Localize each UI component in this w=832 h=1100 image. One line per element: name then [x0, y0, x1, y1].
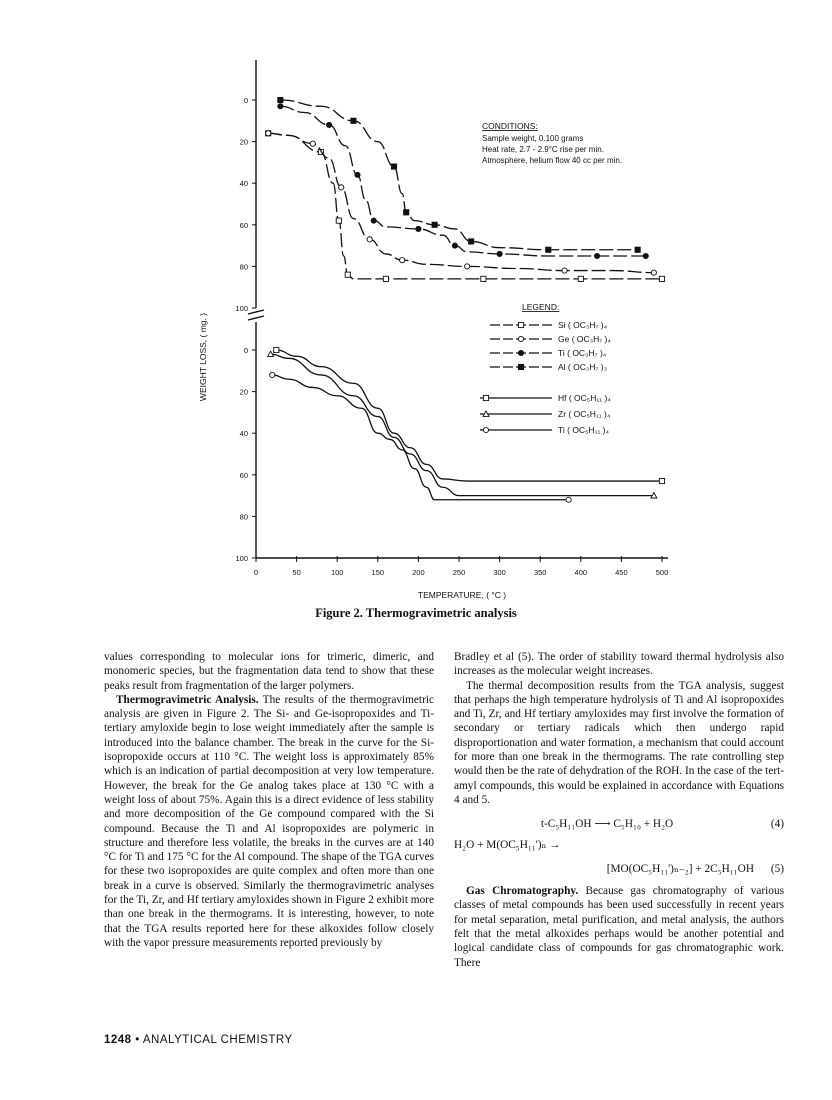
- data-point-upper-3: [469, 239, 474, 244]
- data-point-upper-1: [266, 131, 271, 136]
- page-footer: [104, 1034, 293, 1046]
- x-tick-label: 500: [655, 568, 669, 577]
- data-point-upper-0: [336, 218, 341, 223]
- section-heading: Gas Chromatography.: [466, 885, 579, 898]
- x-tick-label: 150: [371, 568, 385, 577]
- y-tick-label: 0: [243, 96, 248, 105]
- y-tick-label: 20: [239, 137, 248, 147]
- legend-label: Ge ( OC₃H₇ )₄: [558, 334, 611, 344]
- paragraph: The thermal decomposition results from the TGA analysis, suggest that perhaps the high temperature hydrolysis of Ti and Al isopropoxides and Ti, Zr, and Hf tertiary amyloxides may first involve the formation of secondary or tertiary radicals which then undergo rapid disproportionation and water formation, a mechanism that could account for more than one break in the thermograms. The rate controlling step would then be the rate of dehydration of the ROH. In the case of the tert-amyl compounds, this would be explained in accordance with Equations 4 and 5.: [454, 679, 784, 806]
- paragraph-body: The results of the thermogravimetric analysis are given in Figure 2. The Si- and Ge-isopropoxides and Ti-tertiary amyloxide begin to lose weight immediately after the sample is introduced into the balance chamber. The break in the curve for the Si-isopropoxide occurs at 110 °C. The weight loss is approximately 85% which is an indication of partial decomposition at very low temperature. However, the break for the Ge analog takes place at 130 °C with a weight loss of about 75%. Again this is a direct evidence of less stability and more decomposition of the Ge compound compared with the Si compound. Because the Ti and Al isopropoxides are polymeric in structure and therefore less volatile, the breaks in the curves are at 140 °C for Ti and 175 °C for the Al compound. The shape of the TGA curves for these two isopropoxides are quite complex and often more than one break in a curve is observed. Similarly the thermogravimetric analyses for the Ti, Zr, and Hf tertiary amyloxides shown in Figure 2 exhibit more than one break in the thermograms. It is interesting, however, to note that the TGA results reported here for these alkoxides follow closely with the vapor pressure measurements reported previously by: [104, 693, 434, 949]
- paragraph: values corresponding to molecular ions for trimeric, dimeric, and monomeric species, but the fragmentation data tend to show that these peaks result from fragmentation of the larger polymers.: [104, 651, 434, 692]
- equation-5-rhs: [454, 862, 784, 876]
- data-point-upper-2: [497, 251, 502, 256]
- section-heading: Thermogravimetric Analysis.: [116, 693, 259, 706]
- data-point-upper-2: [452, 243, 457, 248]
- paragraph: [454, 884, 784, 970]
- y-tick-label: 100: [235, 304, 248, 313]
- data-point-upper-1: [562, 268, 567, 273]
- conditions-heading: CONDITIONS:: [482, 121, 538, 131]
- figure-caption: Figure 2. Thermogravimetric analysis: [315, 606, 517, 620]
- paragraph: Bradley et al (5). The order of stability toward thermal hydrolysis also increases as the molecular weight increases.: [454, 651, 784, 678]
- data-point-upper-3: [546, 247, 551, 252]
- data-point-upper-2: [355, 172, 360, 177]
- data-point-upper-3: [351, 118, 356, 123]
- legend-label: Ti ( OC₃H₇ )₄: [558, 348, 607, 358]
- conditions-line: Atmosphere, helium flow 40 cc per min.: [482, 156, 623, 165]
- legend-label: Hf ( OC₅H₁₁ )₄: [558, 393, 611, 403]
- x-tick-label: 250: [452, 568, 466, 577]
- y-tick-label: 40: [239, 429, 248, 439]
- legend-label: Ti ( OC₅H₁₁ )₄: [558, 425, 610, 435]
- data-point-upper-1: [310, 141, 315, 146]
- data-point-upper-0: [578, 276, 583, 281]
- x-tick-label: 300: [493, 568, 506, 577]
- data-point-upper-0: [383, 276, 388, 281]
- x-tick-label: 50: [292, 568, 301, 577]
- data-point-upper-3: [635, 247, 640, 252]
- conditions-line: Heat rate, 2.7 - 2.9°C rise per min.: [482, 145, 604, 154]
- data-point-upper-2: [326, 122, 331, 127]
- equation-expression: H₂O + M(OC₅H₁₁')ₙ →: [454, 838, 561, 851]
- series-line-upper-3: [280, 100, 637, 250]
- data-point-upper-3: [278, 97, 283, 102]
- data-point-lower-0: [659, 478, 664, 483]
- equation-number: (5): [770, 862, 784, 875]
- text-column-right: [454, 650, 784, 970]
- footer-bullet: •: [135, 1034, 140, 1046]
- data-point-upper-2: [278, 104, 283, 109]
- series-line-upper-1: [268, 133, 654, 272]
- x-axis-label: TEMPERATURE, ( °C ): [417, 590, 507, 600]
- paragraph-body: Because gas chromatography of various classes of metal compounds has been used successfully in recent years for metal separation, metal purification, and metal analysis, the authors felt that the metal alkoxides perhaps would be another potential and logical candidate class of compounds for gas chromatographic work. There: [454, 885, 784, 969]
- y-tick-label: 100: [235, 554, 248, 563]
- data-point-upper-3: [404, 210, 409, 215]
- legend: [480, 302, 611, 435]
- chart-axes: [248, 60, 668, 558]
- data-point-upper-1: [339, 185, 344, 190]
- data-point-upper-1: [400, 258, 405, 263]
- data-point-upper-3: [432, 222, 437, 227]
- data-point-upper-2: [594, 253, 599, 258]
- data-point-upper-1: [465, 264, 470, 269]
- data-point-upper-0: [345, 272, 350, 277]
- x-tick-label: 350: [533, 568, 547, 577]
- conditions-box: [482, 121, 622, 165]
- paragraph: [104, 693, 434, 950]
- equation-expression: t-C₅H₁₁OH ⟶ C₅H₁₀ + H₂O: [540, 818, 674, 831]
- conditions-line: Sample weight, 0.100 grams: [482, 134, 584, 143]
- legend-label: Zr ( OC₅H₁₁ )₄: [558, 409, 611, 419]
- y-axis-label: WEIGHT LOSS, ( mg. ): [198, 312, 208, 402]
- data-point-legend: [518, 350, 523, 355]
- y-tick-label: 80: [239, 262, 248, 272]
- data-point-upper-2: [371, 218, 376, 223]
- data-point-legend: [518, 364, 523, 369]
- legend-heading: LEGEND:: [522, 302, 560, 312]
- data-point-legend: [483, 395, 488, 400]
- series-line-upper-2: [280, 106, 645, 256]
- data-point-lower-2: [270, 372, 275, 377]
- data-point-upper-1: [651, 270, 656, 275]
- legend-label: Si ( OC₃H₇ )₄: [558, 320, 608, 330]
- y-tick-label: 20: [239, 387, 248, 397]
- x-tick-label: 450: [615, 568, 628, 577]
- axis-break-mark: [248, 310, 264, 320]
- x-tick-label: 200: [412, 568, 425, 577]
- x-tick-label: 100: [330, 568, 344, 577]
- y-tick-label: 60: [239, 220, 248, 230]
- x-tick-label: 0: [253, 568, 259, 577]
- y-tick-label: 80: [239, 512, 248, 522]
- equation-5-lhs: [454, 838, 784, 852]
- data-point-lower-2: [566, 497, 571, 502]
- x-tick-label: 400: [574, 568, 588, 577]
- data-point-lower-0: [274, 347, 279, 352]
- y-tick-label: 0: [243, 346, 248, 355]
- equation-number: (4): [770, 818, 784, 831]
- page-number: 1248: [104, 1034, 132, 1046]
- data-point-upper-3: [391, 164, 396, 169]
- y-tick-label: 40: [239, 179, 248, 189]
- y-tick-label: 60: [239, 470, 248, 480]
- data-point-legend: [483, 427, 488, 432]
- legend-label: Al ( OC₃H₇ )₃: [558, 362, 608, 372]
- equation-expression: [MO(OC₅H₁₁')ₙ₋₂] + 2C₅H₁₁OH: [606, 862, 754, 875]
- text-column-left: [104, 650, 434, 950]
- journal-name: ANALYTICAL CHEMISTRY: [142, 1034, 293, 1046]
- data-point-upper-0: [659, 276, 664, 281]
- data-point-upper-0: [481, 276, 486, 281]
- data-point-legend: [518, 322, 523, 327]
- data-point-upper-2: [416, 226, 421, 231]
- equation-4: [454, 817, 784, 831]
- data-point-upper-2: [643, 253, 648, 258]
- data-point-legend: [518, 336, 523, 341]
- data-point-upper-1: [367, 237, 372, 242]
